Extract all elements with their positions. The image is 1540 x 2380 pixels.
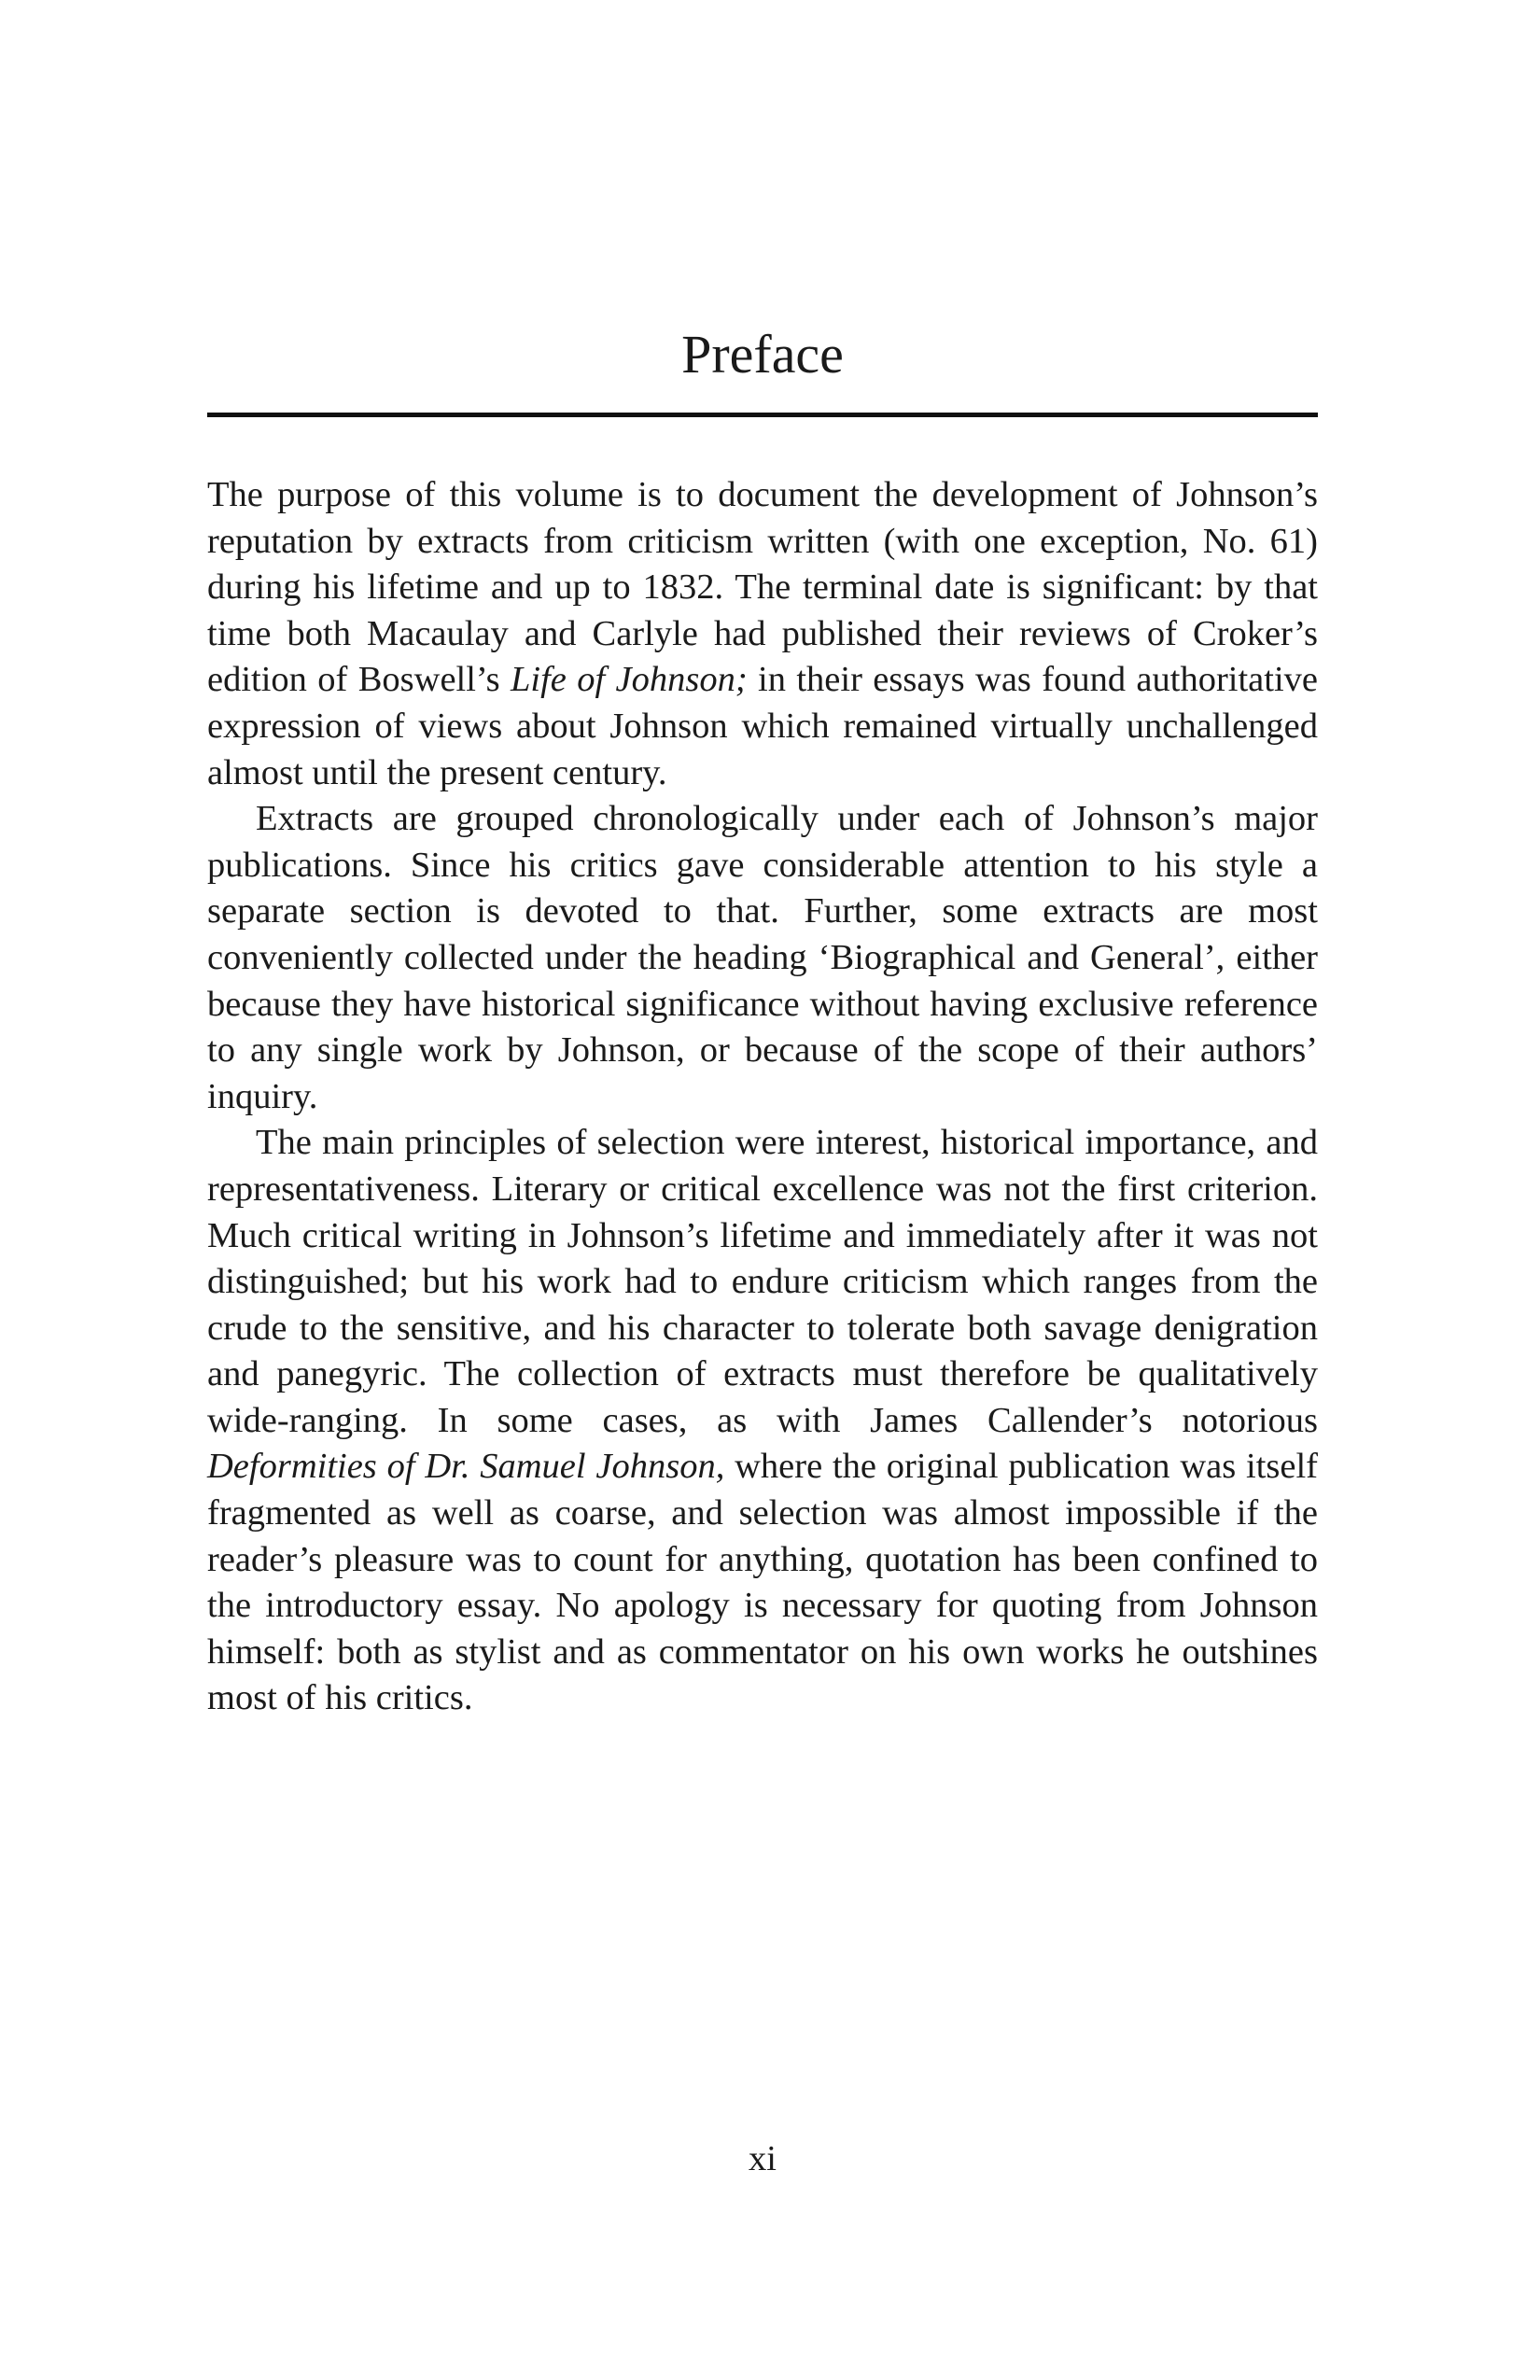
book-title-deformities: Deformities of Dr. Samuel Johnson, [207,1447,725,1487]
paragraph-text: Extracts are grouped chronologically under each of Johnson’s major publications. Since his critics gave considerable attention to his style a separate section is devoted to that. Further, some extracts are most conveniently collected under the heading ‘Biographical and General’, either because they have historical significance without having exclusive reference to any single work by Johnson, or because of the scope of their authors’ inquiry. [207,799,1318,1116]
paragraph-text: The main principles of selection were interest, historical importance, and representativeness. Literary or critical excellence was not the first criterion. Much critical writing in Johnson’s lifetime and immediately after it was not distinguished; but his work had to endure criticism which ranges from the crude to the sensitive, and his character to tolerate both savage denigration and panegyric. The collection of extracts must therefore be qualitatively wide-ranging. In some cases, as with James Callender’s notorious [207,1123,1318,1440]
preface-body [207,472,1318,1722]
paragraph-3 [207,1120,1318,1722]
paragraph-text: where the original publication was itself fragmented as well as coarse, and selection was almost impossible if the reader’s pleasure was to count for anything, quotation has been confined to the introductory essay. No apology is necessary for quoting from Johnson himself: both as stylist and as commentator on his own works he outshines most of his critics. [207,1447,1318,1718]
page-number: xi [749,2139,777,2178]
page-title: Preface [681,324,844,385]
paragraph-text: The purpose of this volume is to document the development of Johnson’s reputation by extracts from criticism written (with one exception, No. 61) during his lifetime and up to 1832. The terminal date is significant: by that time both Macaulay and Carlyle had published their reviews of Croker’s edition of Boswell’s [207,475,1318,700]
paragraph-text: in their essays was found authoritative expression of views about Johnson which remained virtually unchallenged almost until the present century. [207,660,1319,792]
title-rule [207,413,1318,417]
book-title-life-of-johnson: Life of Johnson; [510,660,748,700]
paragraph-1 [207,472,1318,796]
paragraph-2 [207,796,1318,1120]
